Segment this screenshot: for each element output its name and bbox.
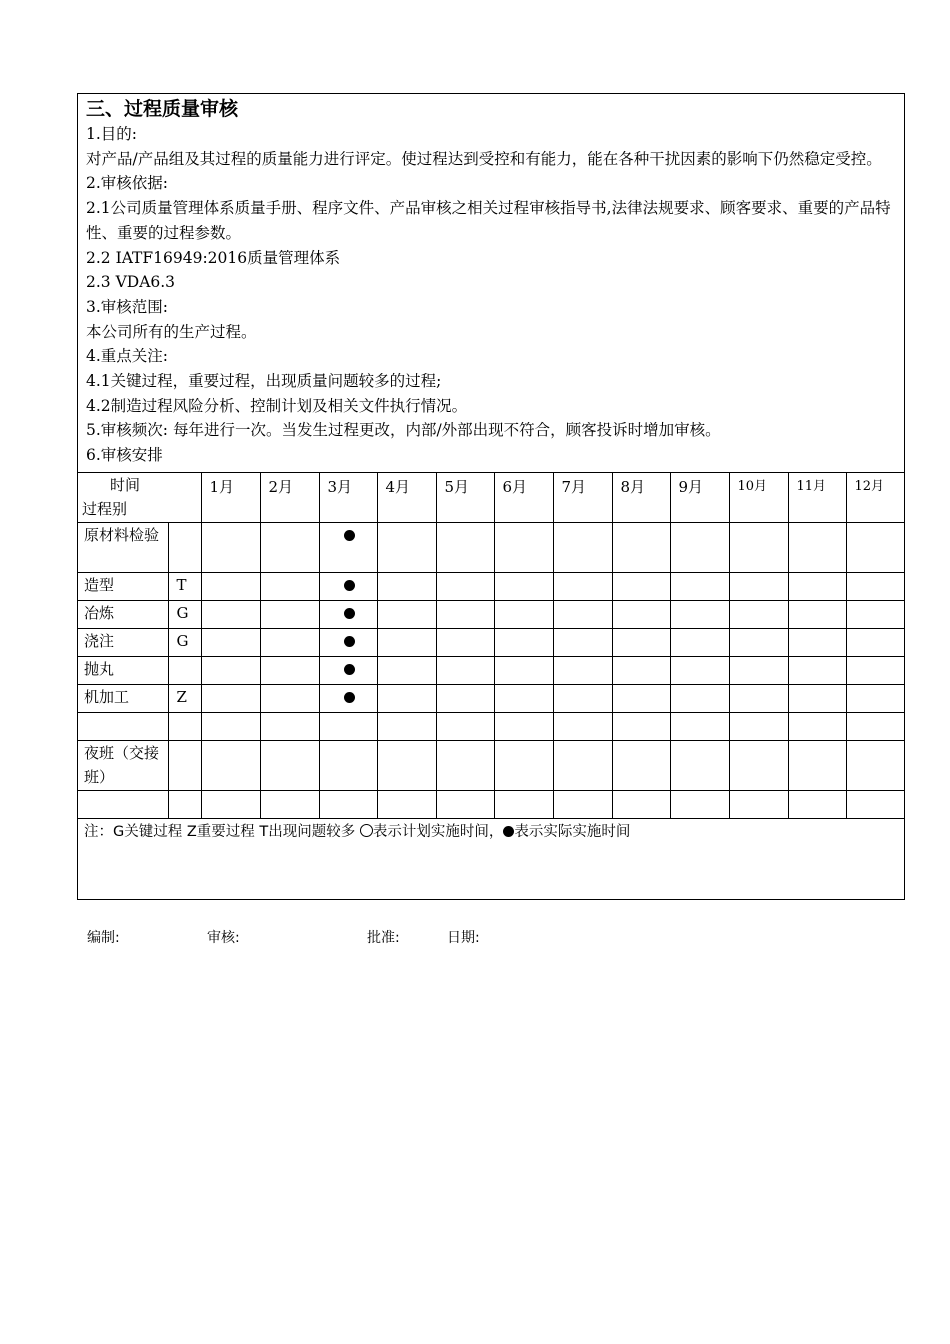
schedule-cell xyxy=(846,684,904,712)
filled-circle-icon xyxy=(344,636,355,647)
date-label: 日期: xyxy=(447,930,480,946)
schedule-cell xyxy=(846,628,904,656)
schedule-cell xyxy=(377,684,436,712)
table-row xyxy=(78,522,904,572)
text-line: 对产品/产品组及其过程的质量能力进行评定。使过程达到受控和有能力，能在各种干扰因素的影响下仍然稳定受控。 xyxy=(86,149,882,168)
schedule-cell xyxy=(201,628,260,656)
schedule-cell xyxy=(260,522,319,572)
schedule-cell xyxy=(436,712,494,740)
schedule-cell xyxy=(260,684,319,712)
process-name-cell xyxy=(78,790,168,818)
table-row xyxy=(78,740,904,790)
schedule-cell xyxy=(436,656,494,684)
schedule-cell xyxy=(788,522,846,572)
filled-circle-icon xyxy=(344,580,355,591)
schedule-cell xyxy=(729,522,788,572)
filled-circle-icon xyxy=(344,664,355,675)
schedule-cell xyxy=(788,740,846,790)
schedule-cell xyxy=(612,740,670,790)
month-header: 3月 xyxy=(319,472,377,522)
schedule-cell xyxy=(612,656,670,684)
text-line: 2.2 IATF16949:2016质量管理体系 xyxy=(86,248,341,267)
schedule-cell xyxy=(377,522,436,572)
schedule-cell xyxy=(201,684,260,712)
text-line: 4.1关键过程，重要过程，出现质量问题较多的过程; xyxy=(86,372,442,391)
text-line: 2.1公司质量管理体系质量手册、程序文件、产品审核之相关过程审核指导书,法律法规要求、顾客要求、重要的产品特性、重要的过程参数。 xyxy=(86,199,891,242)
text-section xyxy=(78,94,904,472)
schedule-cell xyxy=(729,790,788,818)
schedule-cell xyxy=(436,522,494,572)
schedule-cell xyxy=(319,712,377,740)
schedule-cell xyxy=(553,600,612,628)
note-planned: 表示计划实施时间， xyxy=(372,823,504,840)
process-code-cell: G xyxy=(168,628,201,656)
corner-cell xyxy=(78,472,201,522)
schedule-cell xyxy=(788,712,846,740)
schedule-cell xyxy=(260,656,319,684)
schedule-cell xyxy=(729,740,788,790)
schedule-cell xyxy=(494,712,553,740)
schedule-cell xyxy=(553,712,612,740)
text-line: 本公司所有的生产过程。 xyxy=(86,322,257,341)
process-code-cell xyxy=(168,740,201,790)
schedule-cell xyxy=(612,684,670,712)
schedule-cell xyxy=(436,740,494,790)
schedule-cell xyxy=(494,684,553,712)
schedule-cell xyxy=(319,628,377,656)
month-header: 2月 xyxy=(260,472,319,522)
schedule-cell xyxy=(436,572,494,600)
approved-label: 批准: xyxy=(367,930,400,946)
schedule-cell xyxy=(494,522,553,572)
schedule-cell xyxy=(494,790,553,818)
schedule-cell xyxy=(260,790,319,818)
schedule-cell xyxy=(553,628,612,656)
schedule-cell xyxy=(670,684,729,712)
process-code-cell xyxy=(168,790,201,818)
table-row xyxy=(78,712,904,740)
schedule-cell xyxy=(612,600,670,628)
schedule-cell xyxy=(201,572,260,600)
open-circle-icon xyxy=(360,824,373,837)
schedule-cell xyxy=(846,656,904,684)
schedule-cell xyxy=(494,572,553,600)
process-name-cell: 冶炼 xyxy=(78,600,168,628)
schedule-cell xyxy=(494,656,553,684)
schedule-cell xyxy=(201,656,260,684)
process-code-cell xyxy=(168,522,201,572)
text-line: 4.重点关注: xyxy=(86,347,169,366)
schedule-cell xyxy=(377,712,436,740)
process-name-cell xyxy=(78,712,168,740)
month-header: 8月 xyxy=(612,472,670,522)
schedule-cell xyxy=(260,740,319,790)
process-name-cell: 造型 xyxy=(78,572,168,600)
schedule-cell xyxy=(670,656,729,684)
schedule-cell xyxy=(260,628,319,656)
schedule-cell xyxy=(494,740,553,790)
filled-circle-icon xyxy=(503,826,514,837)
schedule-cell xyxy=(260,600,319,628)
schedule-cell xyxy=(612,628,670,656)
schedule-cell xyxy=(553,790,612,818)
filled-circle-icon xyxy=(344,692,355,703)
schedule-cell xyxy=(494,628,553,656)
schedule-cell xyxy=(319,740,377,790)
schedule-cell xyxy=(319,656,377,684)
schedule-cell xyxy=(377,656,436,684)
schedule-cell xyxy=(846,600,904,628)
text-line: 3.审核范围: xyxy=(86,297,169,316)
process-code-cell xyxy=(168,656,201,684)
schedule-cell xyxy=(201,522,260,572)
legend-note xyxy=(78,819,904,899)
schedule-cell xyxy=(553,522,612,572)
schedule-cell xyxy=(553,572,612,600)
text-line: 4.2制造过程风险分析、控制计划及相关文件执行情况。 xyxy=(86,396,468,415)
schedule-cell xyxy=(319,790,377,818)
schedule-cell xyxy=(846,790,904,818)
schedule-cell xyxy=(377,790,436,818)
schedule-cell xyxy=(670,628,729,656)
filled-circle-icon xyxy=(344,530,355,541)
schedule-cell xyxy=(846,522,904,572)
month-header: 7月 xyxy=(553,472,612,522)
process-code-cell xyxy=(168,712,201,740)
month-header: 11月 xyxy=(788,472,846,522)
schedule-cell xyxy=(201,790,260,818)
process-name-cell: 原材料检验 xyxy=(78,522,168,572)
schedule-cell xyxy=(377,628,436,656)
schedule-cell xyxy=(846,712,904,740)
schedule-cell xyxy=(553,684,612,712)
schedule-cell xyxy=(729,600,788,628)
table-header-row xyxy=(78,472,904,522)
schedule-cell xyxy=(260,712,319,740)
reviewed-label: 审核: xyxy=(207,930,240,946)
process-name-cell: 夜班（交接班） xyxy=(78,740,168,790)
month-header: 1月 xyxy=(201,472,260,522)
text-line: 2.3 VDA6.3 xyxy=(86,273,176,292)
schedule-cell xyxy=(377,572,436,600)
text-line: 1.目的: xyxy=(86,125,138,143)
schedule-cell xyxy=(260,572,319,600)
schedule-cell xyxy=(729,712,788,740)
schedule-cell xyxy=(436,600,494,628)
text-line: 6.审核安排 xyxy=(86,446,163,465)
schedule-cell xyxy=(670,572,729,600)
schedule-cell xyxy=(846,740,904,790)
schedule-cell xyxy=(788,790,846,818)
process-code-cell: G xyxy=(168,600,201,628)
compiled-label: 编制: xyxy=(87,930,120,946)
table-row xyxy=(78,600,904,628)
process-code-cell: Z xyxy=(168,684,201,712)
schedule-cell xyxy=(788,684,846,712)
table-row xyxy=(78,628,904,656)
schedule-cell xyxy=(846,572,904,600)
schedule-cell xyxy=(436,628,494,656)
schedule-cell xyxy=(553,740,612,790)
schedule-cell xyxy=(436,790,494,818)
schedule-cell xyxy=(729,684,788,712)
schedule-cell xyxy=(670,600,729,628)
schedule-cell xyxy=(377,600,436,628)
schedule-cell xyxy=(319,522,377,572)
schedule-cell xyxy=(201,740,260,790)
table-row xyxy=(78,656,904,684)
process-name-cell: 浇注 xyxy=(78,628,168,656)
corner-process-label: 过程别 xyxy=(82,499,128,518)
schedule-cell xyxy=(612,522,670,572)
schedule-cell xyxy=(670,712,729,740)
schedule-cell xyxy=(612,572,670,600)
schedule-cell xyxy=(788,656,846,684)
schedule-cell xyxy=(201,600,260,628)
text-line: 2.审核依据: xyxy=(86,174,169,193)
section-heading: 三、过程质量审核 xyxy=(86,98,239,120)
schedule-cell xyxy=(788,600,846,628)
audit-schedule-table xyxy=(78,472,904,819)
month-header: 10月 xyxy=(729,472,788,522)
audit-sheet xyxy=(77,93,905,900)
note-actual: 表示实际实施时间 xyxy=(514,823,631,840)
note-prefix: 注：G关键过程 Z重要过程 T出现问题较多 xyxy=(84,823,356,840)
process-name-cell: 抛丸 xyxy=(78,656,168,684)
table-row xyxy=(78,572,904,600)
schedule-cell xyxy=(319,600,377,628)
schedule-cell xyxy=(729,656,788,684)
schedule-cell xyxy=(729,572,788,600)
table-row xyxy=(78,684,904,712)
table-row xyxy=(78,790,904,818)
schedule-cell xyxy=(612,712,670,740)
schedule-cell xyxy=(553,656,612,684)
month-header: 5月 xyxy=(436,472,494,522)
schedule-cell xyxy=(670,790,729,818)
schedule-cell xyxy=(788,572,846,600)
corner-time-label: 时间 xyxy=(110,475,141,494)
schedule-cell xyxy=(612,790,670,818)
text-line: 5.审核频次: 每年进行一次。当发生过程更改，内部/外部出现不符合，顾客投诉时增加审核。 xyxy=(86,421,721,440)
schedule-cell xyxy=(319,684,377,712)
month-header: 9月 xyxy=(670,472,729,522)
schedule-cell xyxy=(729,628,788,656)
month-header: 4月 xyxy=(377,472,436,522)
filled-circle-icon xyxy=(344,608,355,619)
schedule-cell xyxy=(436,684,494,712)
schedule-cell xyxy=(377,740,436,790)
schedule-cell xyxy=(494,600,553,628)
process-code-cell: T xyxy=(168,572,201,600)
month-header: 6月 xyxy=(494,472,553,522)
schedule-cell xyxy=(670,522,729,572)
schedule-cell xyxy=(670,740,729,790)
schedule-cell xyxy=(319,572,377,600)
process-name-cell: 机加工 xyxy=(78,684,168,712)
schedule-cell xyxy=(788,628,846,656)
month-header: 12月 xyxy=(846,472,904,522)
schedule-cell xyxy=(201,712,260,740)
